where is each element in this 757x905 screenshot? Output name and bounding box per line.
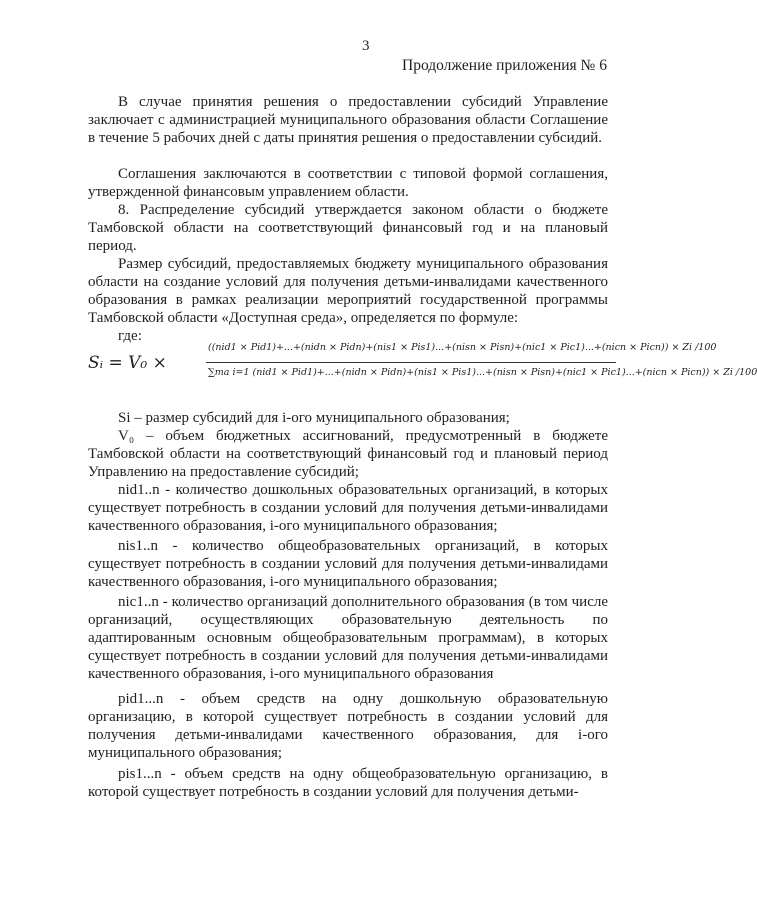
paragraph-agreement: В случае принятия решения о предоставлении субсидий Управление заключает с администрацией муниципального образования области Соглашение в течение 5 рабочих дней с даты принятия решения о предоставлении субсидий. <box>88 94 608 146</box>
formula-numerator: ((nid1 × Pid1)+...+(nidn × Pidn)+(nis1 × Pis1)...+(nisn × Pisn)+(nic1 × Pic1)...+(nicn × Picn)) × Zi /100 <box>208 342 717 353</box>
definition-v0: V₀ – объем бюджетных ассигнований, предусмотренный в бюджете Тамбовской области на соответствующий финансовый год и плановый период Управлению на предоставление субсидий; <box>88 428 608 480</box>
page-number: 3 <box>362 38 370 54</box>
formula-denominator: ∑ma i=1 (nid1 × Pid1)+...+(nidn × Pidn)+(nis1 × Pis1)...+(nisn × Pisn)+(nic1 × Pic1)...+(nicn × Picn)) × Zi /100 <box>208 367 757 378</box>
paragraph-subsidy-size: Размер субсидий, предоставляемых бюджету муниципального образования области на создание условий для получения детьми-инвалидами качественного образования в рамках реализации мероприятий государственной программы Тамбовской области «Доступная среда», определяется по формуле: <box>88 256 608 326</box>
formula-lhs: Sᵢ = V₀ × <box>88 353 167 373</box>
definition-si: Si – размер субсидий для i-ого муниципального образования; <box>118 410 510 426</box>
paragraph-distribution: 8. Распределение субсидий утверждается законом области о бюджете Тамбовской области на соответствующий финансовый год и на плановый период. <box>88 202 608 254</box>
appendix-header: Продолжение приложения № 6 <box>402 57 607 74</box>
definition-nid: nid1..n - количество дошкольных образовательных организаций, в которых существует потребность в создании условий для получения детьми-инвалидами качественного образования, i-ого муниципального образования; <box>88 482 608 534</box>
paragraph-standard-form: Соглашения заключаются в соответствии с типовой формой соглашения, утвержденной финансовым управлением области. <box>88 166 608 200</box>
definition-pis: pis1...n - объем средств на одну общеобразовательную организацию, в которой существует потребность в создании условий для получения детьми- <box>88 766 608 800</box>
paragraph-where: где: <box>118 328 142 344</box>
subsidy-formula <box>88 340 757 390</box>
definition-nis: nis1..n - количество общеобразовательных организаций, в которых существует потребность в создании условий для получения детьми-инвалидами качественного образования, i-ого муниципального образования; <box>88 538 608 590</box>
fraction-bar <box>206 362 616 363</box>
definition-nic: nic1..n - количество организаций дополнительного образования (в том числе организаций, осуществляющих образовательную деятельность по адаптированным основным общеобразовательным программам), в которых существует потребность в создании условий для получения детьми-инвалидами качественного образования, i-ого муниципального образования <box>88 594 608 682</box>
definition-pid: pid1...n - объем средств на одну дошкольную образовательную организацию, в которой существует потребность в создании условий для получения детьми-инвалидами качественного образования, для i-ого муниципального образования; <box>88 691 608 761</box>
